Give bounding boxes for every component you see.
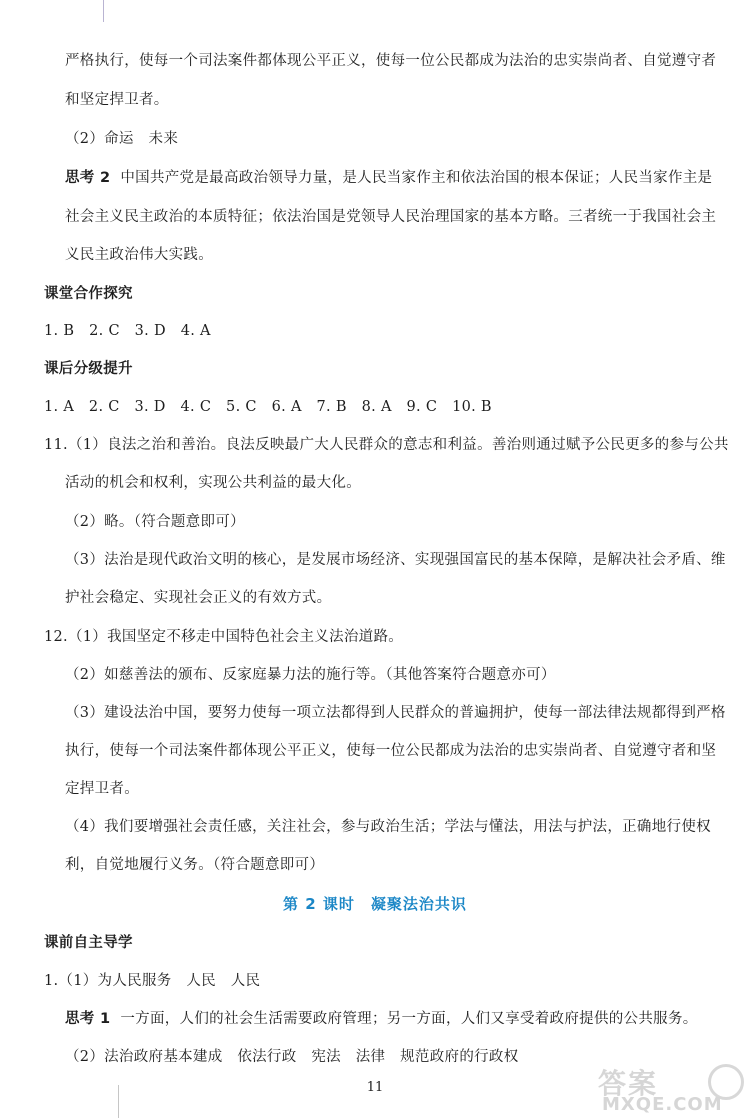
binding-line: [103, 0, 104, 22]
text-line: 利，自觉地履行义务。（符合题意即可）: [65, 857, 325, 873]
watermark-logo: [598, 1062, 748, 1116]
section-heading: 课堂合作探究: [44, 286, 133, 302]
text-line: （4）我们要增强社会责任感，关注社会，参与政治生活；学法与懂法，用法与护法，正确地行使权: [65, 819, 711, 835]
text-line: （3）建设法治中国，要努力使每一项立法都得到人民群众的普遍拥护，使每一部法律法规都得到严格: [65, 705, 726, 721]
text-line: 定捍卫者。: [65, 781, 139, 797]
text-line: （2）法治政府基本建成 依法行政 宪法 法律 规范政府的行政权: [65, 1049, 519, 1065]
text-line: 11.（1）良法之治和善治。良法反映最广大人民群众的意志和利益。善治则通过赋予公民更多的参与公共: [44, 437, 729, 453]
page-number: 11: [366, 1080, 384, 1095]
think-paragraph: [65, 1009, 698, 1029]
answer-line: 1. A 2. C 3. D 4. C 5. C 6. A 7. B 8. A 9. C 10. B: [44, 399, 492, 415]
watermark-text: MXQE.COM: [602, 1094, 723, 1115]
think-tag: 思考 2: [65, 170, 111, 186]
text-line: 和坚定捍卫者。: [65, 92, 169, 108]
text-line: 活动的机会和权利，实现公共利益的最大化。: [65, 475, 361, 491]
text-line: 1.（1）为人民服务 人民 人民: [44, 973, 261, 989]
watermark-text: 答案: [598, 1067, 659, 1100]
edge-line: [118, 1085, 119, 1118]
text-line: 社会主义民主政治的本质特征；依法治国是党领导人民治理国家的基本方略。三者统一于我国社会主: [65, 209, 717, 225]
think-paragraph: [65, 168, 712, 188]
text-line: （2）如慈善法的颁布、反家庭暴力法的施行等。（其他答案符合题意亦可）: [65, 667, 556, 683]
think-tag: 思考 1: [65, 1011, 111, 1027]
text-line: 严格执行，使每一个司法案件都体现公平正义，使每一位公民都成为法治的忠实崇尚者、自觉遵守者: [65, 53, 717, 69]
text-line: （2）命运 未来: [65, 131, 179, 147]
text-line: 执行，使每一个司法案件都体现公平正义，使每一位公民都成为法治的忠实崇尚者、自觉遵守者和坚: [65, 743, 717, 759]
lesson-title: 第 2 课时 凝聚法治共识: [283, 895, 467, 913]
text-line: 一方面，人们的社会生活需要政府管理；另一方面，人们又享受着政府提供的公共服务。: [120, 1011, 698, 1027]
text-line: 中国共产党是最高政治领导力量，是人民当家作主和依法治国的根本保证；人民当家作主是: [120, 170, 713, 186]
answer-line: 1. B 2. C 3. D 4. A: [44, 323, 211, 339]
text-line: （2）略。（符合题意即可）: [65, 514, 245, 530]
section-heading: 课前自主导学: [44, 935, 133, 951]
text-line: 12.（1）我国坚定不移走中国特色社会主义法治道路。: [44, 629, 404, 645]
text-line: （3）法治是现代政治文明的核心，是发展市场经济、实现强国富民的基本保障，是解决社会矛盾、维: [65, 552, 726, 568]
section-heading: 课后分级提升: [44, 361, 133, 377]
text-line: 义民主政治伟大实践。: [65, 247, 213, 263]
text-line: 护社会稳定、实现社会正义的有效方式。: [65, 590, 332, 606]
